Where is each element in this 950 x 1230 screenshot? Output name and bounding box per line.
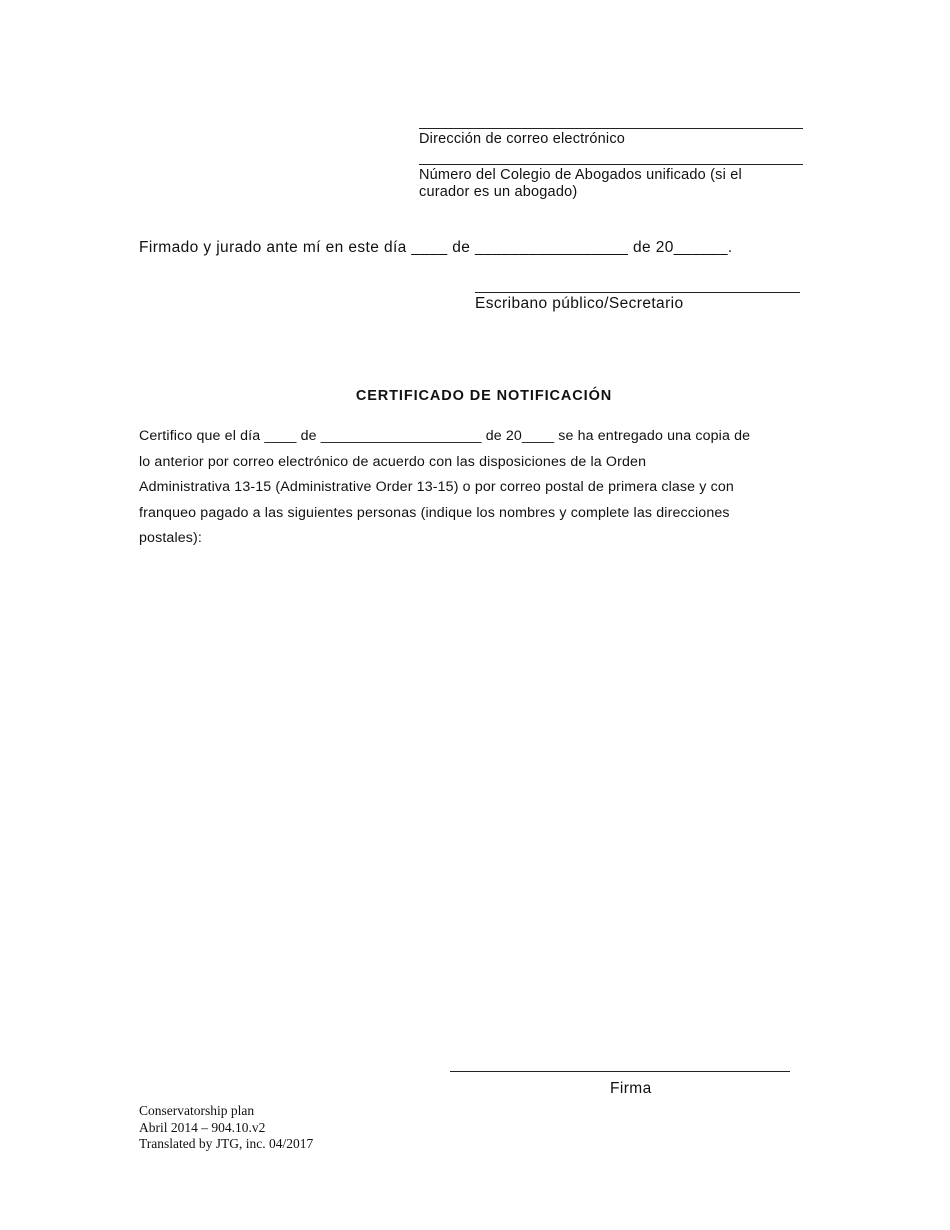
bar-number-signature-line [419, 164, 803, 165]
sworn-statement: Firmado y jurado ante mí en este día ____ de _________________ de 20______. [139, 239, 733, 256]
paragraph-line: lo anterior por correo electrónico de acuerdo con las disposiciones de la Orden [139, 453, 647, 470]
footer [139, 1103, 313, 1153]
paragraph-line: Certifico que el día ____ de ____________________ de 20____ se ha entregado una copia de [139, 428, 751, 444]
paragraph-line: franqueo pagado a las siguientes personas (indique los nombres y complete las direcciones [139, 504, 730, 521]
paragraph-line: postales): [139, 530, 203, 546]
notary-signature-line [475, 292, 800, 293]
footer-form-name: Conservatorship plan [139, 1103, 255, 1118]
paragraph-line: Administrativa 13-15 (Administrative Order 13-15) o por correo postal de primera clase y con [139, 479, 734, 495]
footer-version: Abril 2014 – 904.10.v2 [139, 1119, 266, 1135]
email-label: Dirección de correo electrónico [419, 131, 626, 147]
signature-label: Firma [610, 1080, 652, 1097]
notary-label: Escribano público/Secretario [475, 295, 684, 312]
certificate-paragraph [139, 424, 819, 552]
bar-number-label-line2: curador es un abogado) [419, 184, 578, 200]
bar-number-label-line1: Número del Colegio de Abogados unificado (si el [419, 167, 742, 183]
certificate-title: CERTIFICADO DE NOTIFICACIÓN [355, 388, 613, 404]
footer-translation-note: Translated by JTG, inc. 04/2017 [139, 1136, 314, 1151]
signature-line [450, 1071, 790, 1072]
email-signature-line [419, 128, 803, 129]
